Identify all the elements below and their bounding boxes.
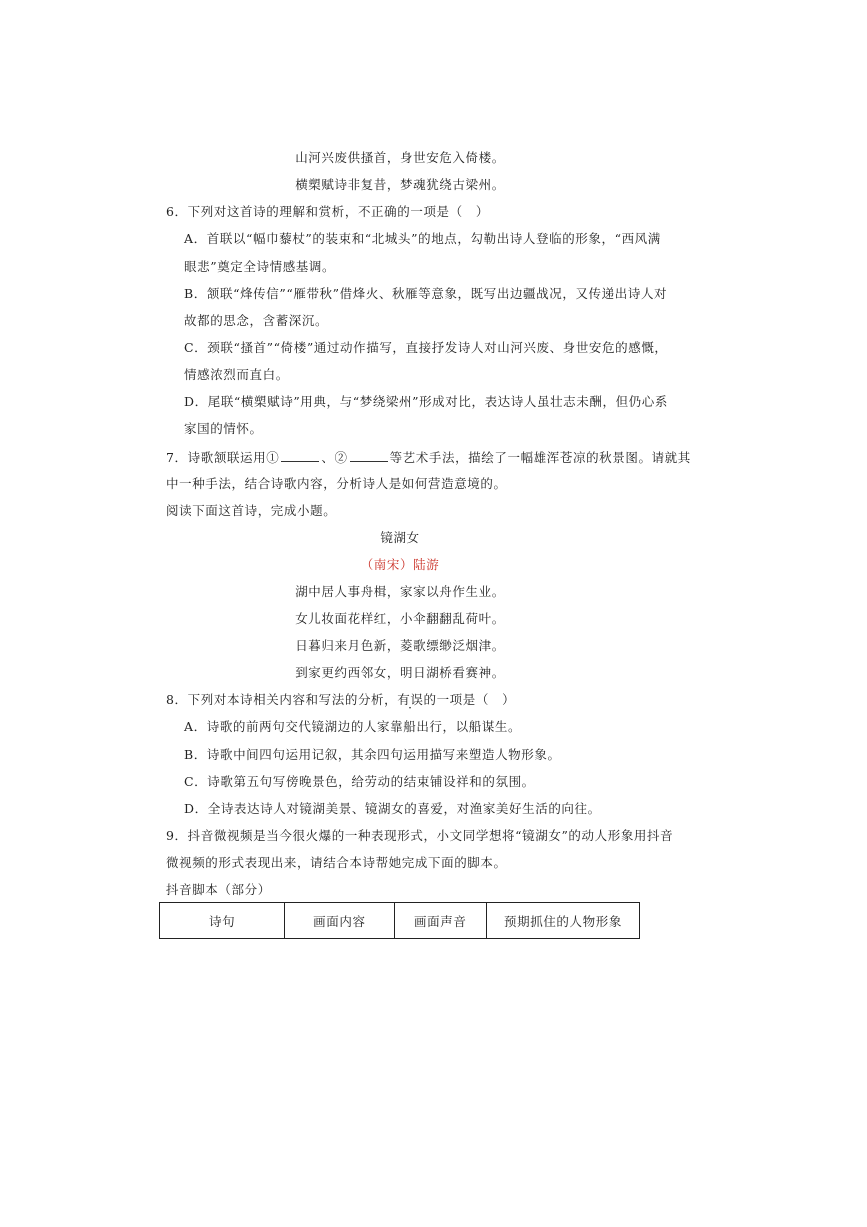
table-header-cell: 画面内容 [285, 903, 394, 939]
answer-blank-2[interactable] [350, 449, 388, 462]
poem-title: 镜湖女 [380, 530, 420, 545]
poem-line: 横槊赋诗非复昔，梦魂犹绕古梁州。 [295, 177, 505, 192]
table-header-row [160, 903, 640, 939]
q7-text-1: 7．诗歌颔联运用① [166, 450, 280, 465]
q6-option-a-cont: 眼悲”奠定全诗情感基调。 [184, 259, 336, 274]
table-header-cell: 诗句 [160, 903, 285, 939]
question-9-cont: 微视频的形式表现出来，请结合本诗帮她完成下面的脚本。 [166, 855, 507, 870]
question-7-cont: 中一种手法，结合诗歌内容，分析诗人是如何营造意境的。 [166, 476, 507, 491]
question-8-stem [166, 692, 515, 708]
poem-line: 到家更约西邻女，明日湖桥看赛神。 [295, 665, 505, 680]
q6-option-c-cont: 情感浓烈而直白。 [184, 367, 289, 382]
reading-instruction: 阅读下面这首诗，完成小题。 [166, 503, 337, 518]
poem-line: 湖中居人事舟楫，家家以舟作生业。 [295, 584, 505, 599]
q8-option-a: A．诗歌的前两句交代镜湖边的人家靠船出行，以船谋生。 [184, 719, 522, 734]
poem-line: 女儿妆面花样红，小伞翻翻乱荷叶。 [295, 611, 505, 626]
q6-option-d-cont: 家国的情怀。 [184, 421, 263, 436]
table-caption: 抖音脚本（部分） [166, 882, 271, 897]
q8-option-b: B．诗歌中间四句运用记叙，其余四句运用描写来塑造人物形象。 [184, 747, 561, 762]
q8-stem-post: 的一项是（ ） [423, 692, 516, 707]
table-header-cell: 画面声音 [394, 903, 486, 939]
q8-option-d: D．全诗表达诗人对镜湖美景、镜湖女的喜爱，对渔家美好生活的向往。 [184, 801, 601, 816]
q8-emphasis: 有误 [397, 692, 424, 707]
table-header-cell: 预期抓住的人物形象 [486, 903, 639, 939]
script-table [159, 902, 640, 939]
poem-line: 日暮归来月色新，菱歌缥缈泛烟津。 [295, 638, 505, 653]
question-6-stem: 6．下列对这首诗的理解和赏析，不正确的一项是（ ） [166, 204, 489, 219]
q8-stem-pre: 8．下列对本诗相关内容和写法的分析， [166, 692, 398, 707]
answer-blank-1[interactable] [281, 449, 319, 462]
poem-line: 山河兴废供搔首，身世安危入倚楼。 [295, 150, 505, 165]
q6-option-c: C．颈联“搔首”“倚楼”通过动作描写，直接抒发诗人对山河兴废、身世安危的感慨， [184, 340, 668, 355]
q7-text-3: 等艺术手法，描绘了一幅雄浑苍凉的秋景图。请就其 [389, 450, 691, 465]
q6-option-b-cont: 故都的思念，含蓄深沉。 [184, 313, 329, 328]
q6-option-d: D．尾联“横槊赋诗”用典，与“梦绕梁州”形成对比，表达诗人虽壮志未酬，但仍心系 [184, 394, 668, 409]
question-7-stem [166, 449, 691, 466]
question-9-stem: 9．抖音微视频是当今很火爆的一种表现形式，小文同学想将“镜湖女”的动人形象用抖音 [166, 828, 674, 843]
q6-option-b: B．颔联“烽传信”“雁带秋”借烽火、秋雁等意象，既写出边疆战况，又传递出诗人对 [184, 286, 668, 301]
poem-author: （南宋）陆游 [360, 557, 440, 572]
q7-text-2: 、② [321, 450, 348, 465]
q8-option-c: C．诗歌第五句写傍晚景色，给劳动的结束铺设祥和的氛围。 [184, 774, 535, 789]
q6-option-a: A．首联以“幅巾藜杖”的装束和“北城头”的地点，勾勒出诗人登临的形象，“西风满 [184, 231, 661, 246]
